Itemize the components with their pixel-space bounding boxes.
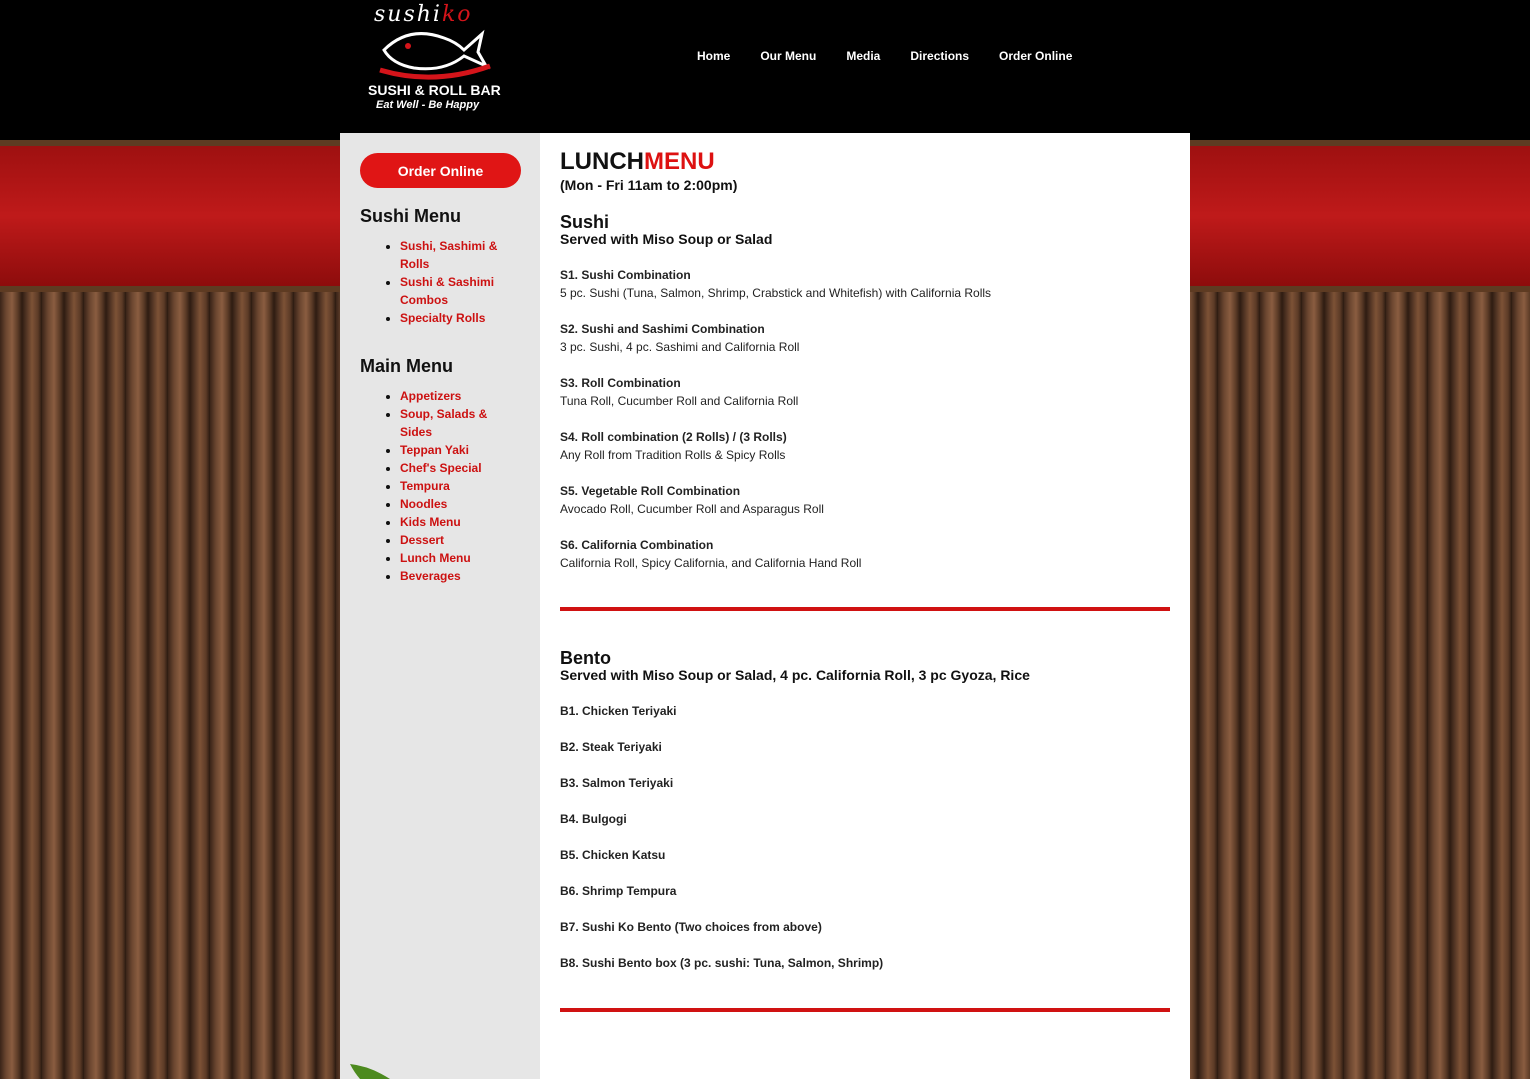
menu-item-description: Avocado Roll, Cucumber Roll and Asparagus Roll xyxy=(560,502,824,516)
sidebar-link-specialty-rolls[interactable]: Specialty Rolls xyxy=(400,311,486,325)
menu-item-description: 5 pc. Sushi (Tuna, Salmon, Shrimp, Crabstick and Whitefish) with California Rolls xyxy=(560,286,992,300)
list-item xyxy=(400,531,510,549)
list-item xyxy=(400,459,510,477)
leaf-decoration-icon xyxy=(350,1064,390,1079)
sidebar-link-soup-salads-sides[interactable]: Soup, Salads & Sides xyxy=(400,407,488,439)
nav-home[interactable]: Home xyxy=(697,49,731,63)
menu-item-description: Any Roll from Tradition Rolls & Spicy Rolls xyxy=(560,448,786,462)
list-item xyxy=(400,309,510,327)
section-divider xyxy=(560,607,1170,611)
menu-item-name: B6. Shrimp Tempura xyxy=(560,884,677,898)
menu-item-name: B7. Sushi Ko Bento (Two choices from above) xyxy=(560,920,822,934)
section-divider xyxy=(560,1008,1170,1012)
list-item xyxy=(400,237,510,273)
sidebar-link-dessert[interactable]: Dessert xyxy=(400,533,445,547)
logo-script: sushiko xyxy=(374,2,473,27)
list-item xyxy=(400,405,510,441)
sidebar-link-beverages[interactable]: Beverages xyxy=(400,569,461,583)
menu-item-name: S1. Sushi Combination xyxy=(560,268,691,282)
sidebar xyxy=(340,133,540,1079)
bento-section-heading: Bento xyxy=(560,648,611,668)
menu-item-name: B1. Chicken Teriyaki xyxy=(560,704,677,718)
sidebar-link-teppan-yaki[interactable]: Teppan Yaki xyxy=(400,443,469,457)
list-item xyxy=(400,441,510,459)
sushi-menu-list xyxy=(380,237,510,327)
main-nav xyxy=(697,49,1072,63)
fish-logo-icon xyxy=(374,20,494,82)
list-item xyxy=(400,549,510,567)
sushi-section-heading: Sushi xyxy=(560,212,610,232)
sushi-section-subtitle: Served with Miso Soup or Salad xyxy=(560,231,773,247)
logo-brand: SUSHI & ROLL BAR xyxy=(368,82,501,98)
menu-item-name: B3. Salmon Teriyaki xyxy=(560,776,674,790)
sidebar-link-sushi-sashimi-rolls[interactable]: Sushi, Sashimi & Rolls xyxy=(400,239,498,271)
list-item xyxy=(400,273,510,309)
sidebar-link-lunch-menu[interactable]: Lunch Menu xyxy=(400,551,471,565)
list-item xyxy=(400,567,510,585)
list-item xyxy=(400,387,510,405)
menu-item-description: Tuna Roll, Cucumber Roll and California Roll xyxy=(560,394,799,408)
menu-item-name: B8. Sushi Bento box (3 pc. sushi: Tuna, Salmon, Shrimp) xyxy=(560,956,884,970)
list-item xyxy=(400,477,510,495)
menu-item-name: S3. Roll Combination xyxy=(560,376,681,390)
menu-item-description: California Roll, Spicy California, and California Hand Roll xyxy=(560,556,862,570)
menu-item-name: S4. Roll combination (2 Rolls) / (3 Rolls) xyxy=(560,430,787,444)
sidebar-link-sushi-sashimi-combos[interactable]: Sushi & Sashimi Combos xyxy=(400,275,495,307)
sidebar-link-noodles[interactable]: Noodles xyxy=(400,497,448,511)
nav-media[interactable]: Media xyxy=(846,49,881,63)
site-header xyxy=(0,0,1530,140)
nav-directions[interactable]: Directions xyxy=(910,49,970,63)
lunch-hours: (Mon - Fri 11am to 2:00pm) xyxy=(560,177,738,193)
menu-item-name: B2. Steak Teriyaki xyxy=(560,740,662,754)
sidebar-link-chefs-special[interactable]: Chef's Special xyxy=(400,461,482,475)
site-logo[interactable] xyxy=(366,2,502,114)
page-title: LUNCHMENU xyxy=(560,148,715,175)
bento-section-subtitle: Served with Miso Soup or Salad, 4 pc. California Roll, 3 pc Gyoza, Rice xyxy=(560,667,1030,683)
sushi-menu-heading: Sushi Menu xyxy=(360,206,462,226)
menu-item-name: S5. Vegetable Roll Combination xyxy=(560,484,741,498)
order-online-button[interactable]: Order Online xyxy=(360,153,521,188)
menu-item-name: S2. Sushi and Sashimi Combination xyxy=(560,322,765,336)
sidebar-link-tempura[interactable]: Tempura xyxy=(400,479,450,493)
main-menu-heading: Main Menu xyxy=(360,356,453,376)
logo-tagline: Eat Well - Be Happy xyxy=(376,99,480,111)
menu-item-description: 3 pc. Sushi, 4 pc. Sashimi and California Roll xyxy=(560,340,800,354)
list-item xyxy=(400,513,510,531)
main-content xyxy=(540,133,1190,1079)
menu-item-name: B4. Bulgogi xyxy=(560,812,627,826)
nav-our-menu[interactable]: Our Menu xyxy=(760,49,817,63)
menu-item-name: B5. Chicken Katsu xyxy=(560,848,666,862)
nav-order-online[interactable]: Order Online xyxy=(999,49,1073,63)
sidebar-link-appetizers[interactable]: Appetizers xyxy=(400,389,462,403)
list-item xyxy=(400,495,510,513)
main-menu-list xyxy=(380,387,510,585)
sidebar-link-kids-menu[interactable]: Kids Menu xyxy=(400,515,461,529)
menu-item-name: S6. California Combination xyxy=(560,538,714,552)
